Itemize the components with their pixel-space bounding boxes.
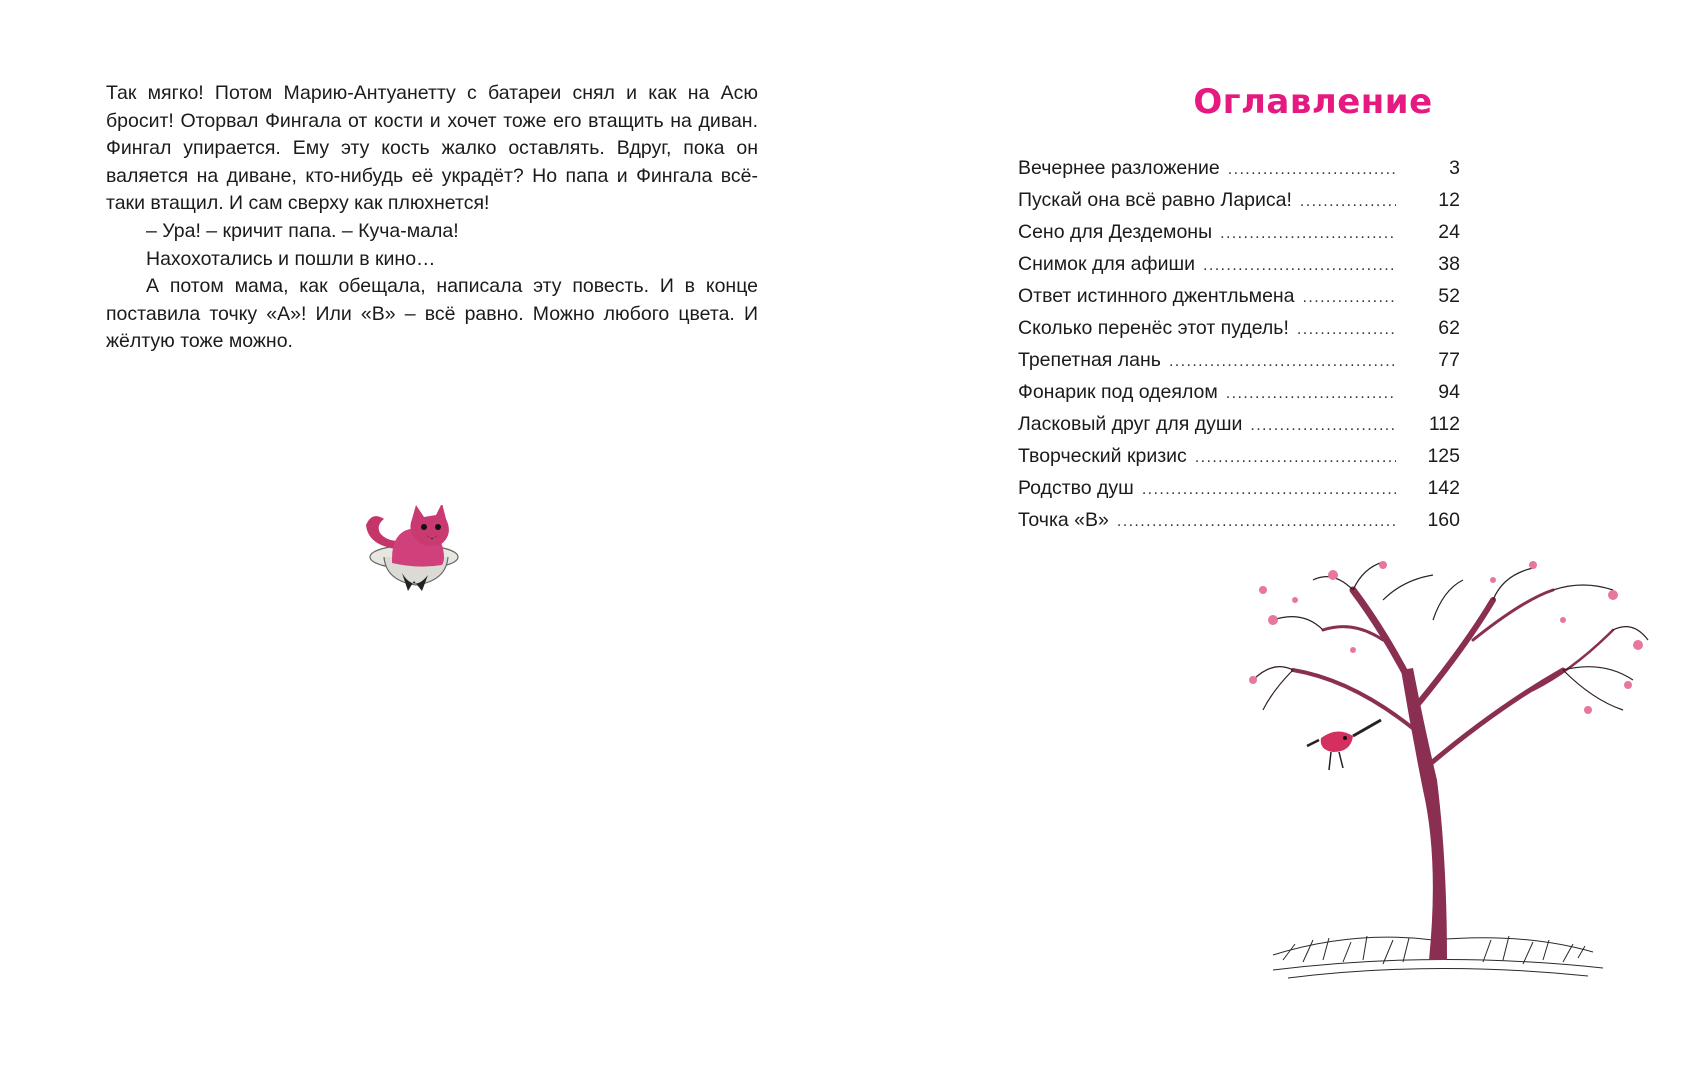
left-page xyxy=(0,0,843,1080)
toc-item[interactable] xyxy=(1018,504,1460,536)
right-page xyxy=(843,0,1687,1080)
story-paragraph: А потом мама, как обещала, написала эту повесть. И в конце поставила точку «А»! Или «В» – всё равно. Можно любого цвета. И жёлтую тоже можно. xyxy=(106,275,758,353)
table-of-contents xyxy=(1018,152,1460,536)
toc-item-page: 77 xyxy=(1438,349,1460,371)
toc-item-title: Снимок для афиши xyxy=(1018,253,1195,275)
toc-leader-dots xyxy=(1169,346,1396,378)
toc-item-page: 160 xyxy=(1427,509,1460,531)
toc-item[interactable] xyxy=(1018,312,1460,344)
toc-item[interactable] xyxy=(1018,184,1460,216)
toc-item-title: Сено для Дездемоны xyxy=(1018,221,1213,243)
toc-item-title: Творческий кризис xyxy=(1018,445,1187,467)
toc-leader-dots xyxy=(1228,154,1396,186)
toc-item[interactable] xyxy=(1018,472,1460,504)
toc-item[interactable] xyxy=(1018,408,1460,440)
toc-item-title: Сколько перенёс этот пудель! xyxy=(1018,317,1289,339)
cat-in-hat-illustration xyxy=(362,505,474,597)
toc-item-page: 125 xyxy=(1427,445,1460,467)
toc-leader-dots xyxy=(1297,314,1396,346)
toc-item[interactable] xyxy=(1018,152,1460,184)
toc-item-page: 24 xyxy=(1438,221,1460,243)
toc-item-title: Ответ истинного джентльмена xyxy=(1018,285,1295,307)
toc-item-title: Ласковый друг для души xyxy=(1018,413,1243,435)
toc-item[interactable] xyxy=(1018,248,1460,280)
toc-item-title: Точка «В» xyxy=(1018,509,1109,531)
toc-item-title: Вечернее разложение xyxy=(1018,157,1220,179)
toc-leader-dots xyxy=(1300,186,1396,218)
toc-leader-dots xyxy=(1250,410,1396,442)
toc-item-page: 112 xyxy=(1428,413,1460,435)
toc-leader-dots xyxy=(1195,442,1396,474)
toc-item-title: Родство душ xyxy=(1018,477,1134,499)
toc-leader-dots xyxy=(1226,378,1396,410)
toc-leader-dots xyxy=(1203,250,1396,282)
toc-item[interactable] xyxy=(1018,376,1460,408)
toc-item-page: 142 xyxy=(1427,477,1460,499)
toc-item-title: Фонарик под одеялом xyxy=(1018,381,1218,403)
story-paragraph: – Ура! – кричит папа. – Куча-мала! xyxy=(146,219,459,242)
toc-leader-dots xyxy=(1303,282,1396,314)
toc-title: Оглавление xyxy=(1193,82,1433,122)
toc-item[interactable] xyxy=(1018,216,1460,248)
toc-item-page: 94 xyxy=(1438,381,1460,403)
toc-item[interactable] xyxy=(1018,280,1460,312)
story-text xyxy=(106,80,758,356)
tree-with-bird-illustration xyxy=(1233,560,1653,1000)
toc-item-page: 3 xyxy=(1449,157,1460,179)
toc-item-title: Трепетная лань xyxy=(1018,349,1161,371)
toc-leader-dots xyxy=(1117,506,1396,538)
toc-item[interactable] xyxy=(1018,440,1460,472)
toc-item-page: 52 xyxy=(1438,285,1460,307)
toc-item-page: 12 xyxy=(1438,189,1460,211)
story-paragraph: Так мягко! Потом Марию-Антуанетту с батареи снял и как на Асю бросит! Оторвал Фингала от кости и хочет тоже его втащить на диван. Фингал упирается. Ему эту кость жалко оставлять. Вдруг, пока он валяется на диване, кто-нибудь её украдёт? Но папа и Фингала всё-таки втащил. И сам сверху как плюхнется! xyxy=(106,82,758,215)
toc-item-title: Пускай она всё равно Лариса! xyxy=(1018,189,1292,211)
toc-item-page: 62 xyxy=(1438,317,1460,339)
story-paragraph: Нахохотались и пошли в кино… xyxy=(146,247,436,270)
toc-item[interactable] xyxy=(1018,344,1460,376)
toc-leader-dots xyxy=(1220,218,1396,250)
toc-item-page: 38 xyxy=(1438,253,1460,275)
toc-leader-dots xyxy=(1142,474,1396,506)
